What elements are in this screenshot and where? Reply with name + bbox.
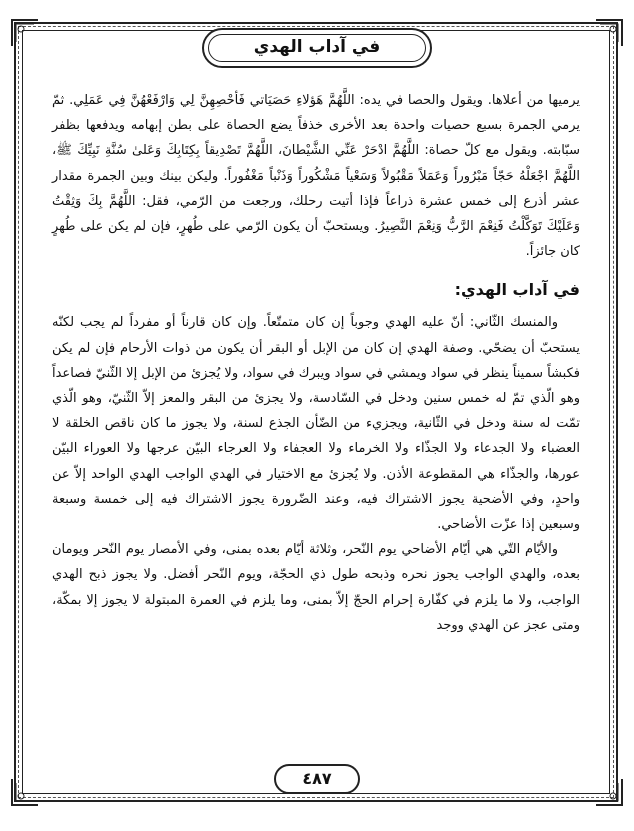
paragraph-1: يرميها من أعلاها. ويقول والحصا في يده: اللَّهُمَّ هَؤلاءِ حَصَيَاتي فَأحْصِهِنَّ لِي وَارْفَعْهُنَّ فِي عَمَلِي. ثمّ يرمي الجمرة بسبع حصيات واحدة بعد الأخرى خذفاً يضع الحصاة على بطن إبهامه ويدفعها بظفر سبّابته. ويقول مع كلّ حصاة: اللَّهُمَّ ادْحَرْ عَنِّي الشَّيْطانَ، اللَّهُمَّ تَصْدِيقاً بِكِتَابِكَ وَعَلىٰ سُنَّةِ نَبِيِّكَ ﷺ، اللَّهُمَّ اجْعَلْهُ حَجّاً مَبْرُوراً وَعَمَلاً مَقْبُولاً وَسَعْياً مَشْكُوراً وَذَنْباً مَغْفُوراً. وليكن بينك وبين الجمرة مقدار عشر أذرع إلى خمس عشرة ذراعاً فإذا أتيت رحلك، ورجعت من الرّمي، فقل: اللَّهُمَّ بِكَ وَثِقْتُ وَعَلَيْكَ تَوَكَّلْتُ فَنِعْمَ الرَّبُّ وَنِعْمَ النَّصِيرُ. ويستحبّ أن يكون الرّمي على طُهرٍ، فإن لم يكن على طُهرٍ كان جائزاً. — [52, 93, 580, 260]
footer-cartouche — [274, 764, 360, 794]
page-number: ٤٨٧ — [302, 769, 332, 788]
corner-ornament-icon — [10, 18, 40, 48]
header-cartouche — [202, 28, 432, 68]
section-heading: في آداب الهدي: — [454, 280, 580, 300]
page-title: في آداب الهدي — [253, 37, 381, 57]
corner-ornament-icon — [594, 18, 624, 48]
corner-ornament-icon — [10, 777, 40, 807]
paragraph-2: والمنسك الثّاني: أنّ عليه الهدي وجوباً إن كان متمتّعاً. وإن كان قارناً أو مفرداً لم يجب لكنّه يستحبّ أن يضحّي. وصفة الهدي إن كان من الإبل أو البقر أن يكون من ذوات الأرحام فإن لم يكن فكبشاً سميناً ينظر في سواد ويمشي في سواد ويبرك في سواد، ولا يُجزئ من الإبل إلا الثّنيّ فصاعداً وهو الّذي تمّ له خمس سنين ودخل في السّادسة، ولا يجزئ من البقر والمعز إلاّ الثّنيّ، وهو الّذي تمّت له سنة ودخل في الثّانية، ويجزيء من الضّأن الجذع لسنة، ولا يجوز ما كان ناقص الخلقة لا العضباء ولا الجدعاء ولا الجذّاء ولا الخرماء ولا العجفاء ولا العرجاء البيّن عرجها ولا العوراء البيّن عورها، والجذّاء هي المقطوعة الأذن. ولا يُجزئ مع الاختيار في الهدي الواجب الهدي الواحد إلاّ عن واحدٍ، وفي الأضحية يجوز الاشتراك فيه، وعند الضّرورة يجوز الاشتراك فيه إلى خمسة وسبعة وسبعين إذا عزّت الأضاحي. — [52, 315, 580, 533]
corner-ornament-icon — [594, 777, 624, 807]
page-body — [52, 88, 580, 638]
paragraph-3: والأيّام التّي هي أيّام الأضاحي يوم النّحر، وثلاثة أيّام بعده بمنى، وفي الأمصار يوم النّحر ويومان بعده، والهدي الواجب يجوز نحره وذبحه طول ذي الحجّة، ويوم النّحر أفضل. ولا يجوز ذبح الهدي الواجب، ولا ما يلزم في كفّارة إحرام الحجّ إلاّ بمنى، وما يلزم في العمرة المبتولة لا يجوز إلا بمكّة، ومتى عجز عن الهدي ووجد — [52, 542, 580, 633]
